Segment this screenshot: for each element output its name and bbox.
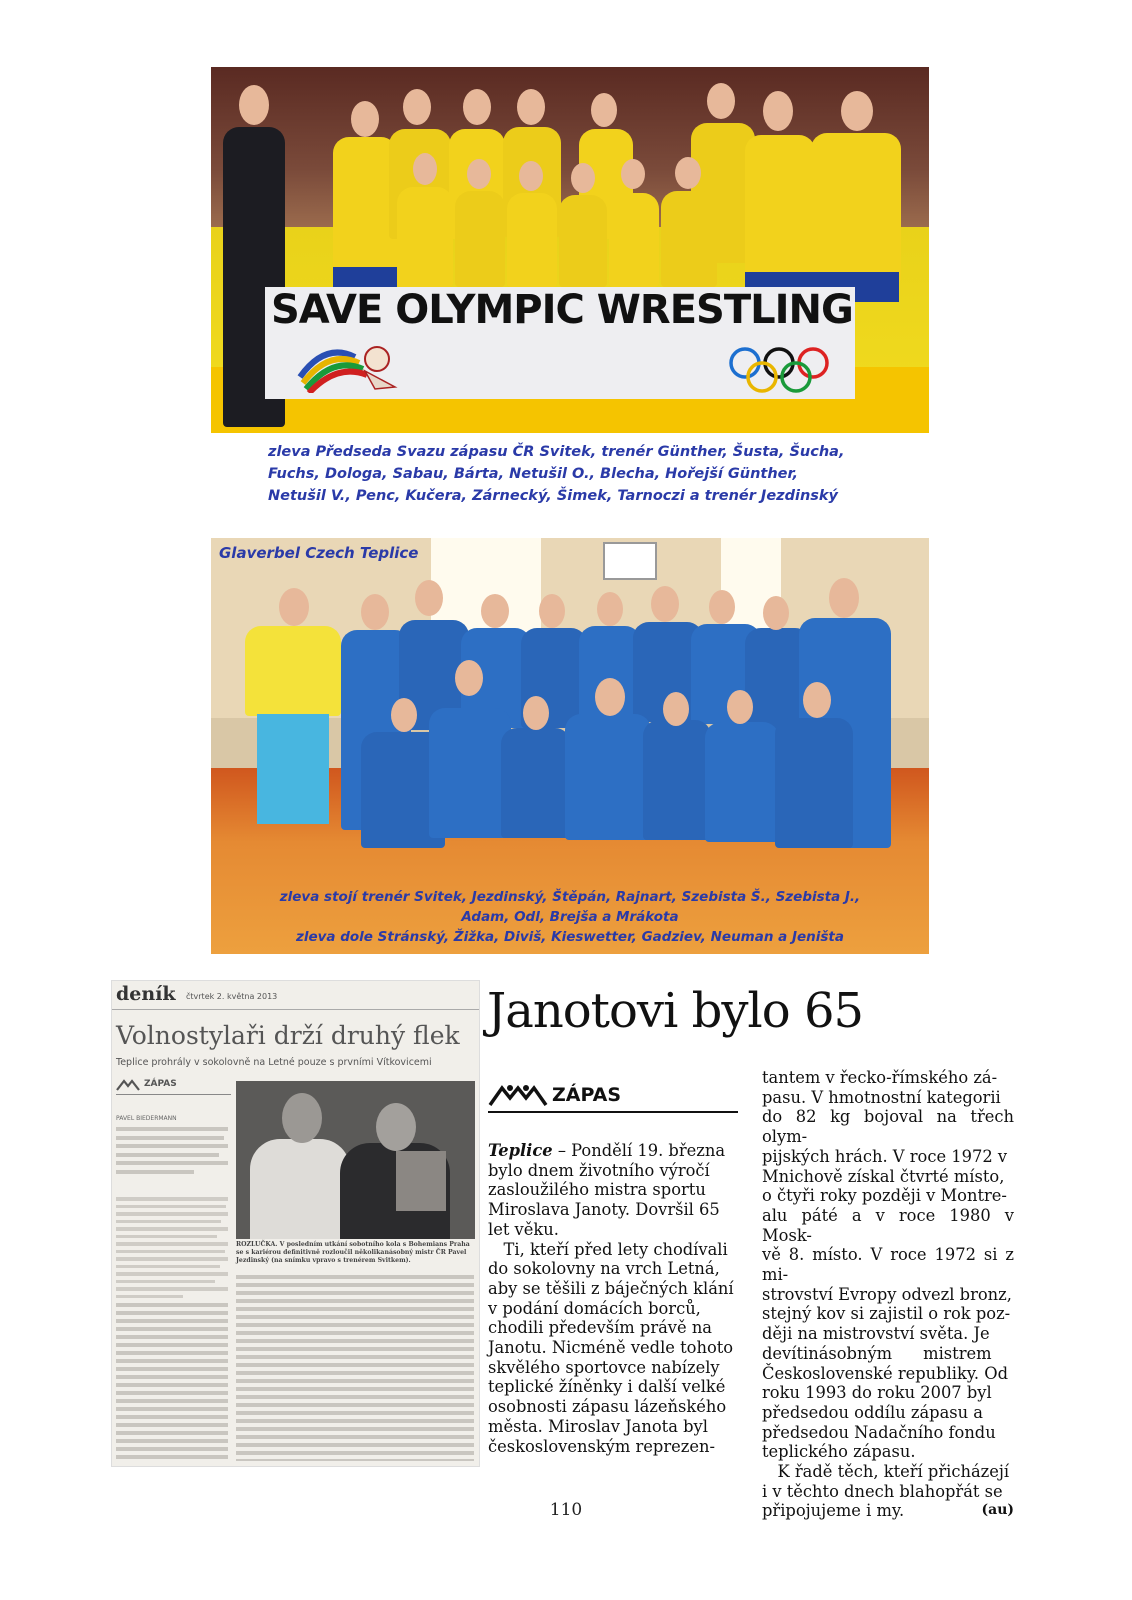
article-line: Teplice – Pondělí 19. března xyxy=(488,1141,726,1160)
article-title: Janotovi bylo 65 xyxy=(487,983,864,1039)
article-line: Miroslava Janoty. Dovršil 65 xyxy=(488,1200,720,1220)
article-line: tantem v řecko-římského zá- xyxy=(762,1068,998,1087)
newspaper-subhead: Teplice prohrály v sokolovně na Letné pouze s prvními Vítkovicemi xyxy=(116,1057,432,1068)
article-line: chodili především právě na xyxy=(488,1318,713,1338)
young-wrestler xyxy=(559,195,607,287)
young-wrestler xyxy=(397,187,453,287)
article-line: Československé republiky. Od xyxy=(762,1363,1009,1383)
article-section-label: ZÁPAS xyxy=(552,1084,622,1106)
article-line: i v těchto dnech blahopřát se xyxy=(762,1481,1003,1501)
page-number: 110 xyxy=(549,1500,583,1520)
article-line: předsedou Nadačního fondu xyxy=(762,1422,996,1442)
article-line: do 82 kg bojoval na třech olym- xyxy=(762,1107,1014,1147)
caption-line: Fuchs, Dologa, Sabau, Bárta, Netušil O., Blecha, Hořejší Günther, xyxy=(268,466,799,482)
photo2-caption xyxy=(211,887,929,947)
article-line: Mnichově získal čtvrté místo, xyxy=(762,1166,1005,1186)
article-line: Ti, kteří před lety chodívali xyxy=(488,1239,728,1259)
article-line: předsedou oddílu zápasu a xyxy=(762,1402,983,1422)
article-line: vě 8. místo. V roce 1972 si z mi- xyxy=(762,1245,1014,1285)
wrestler xyxy=(811,133,901,283)
article-line: roku 1993 do roku 2007 byl xyxy=(762,1383,992,1403)
newspaper-photo-caption: ROZLUČKA. V posledním utkání sobotního kola s Bohemians Praha se s kariérou definitivně rozloučil několikanásobný mistr ČR Pavel Jezdinský (na snímku vpravo s trenérem Svitkem). xyxy=(236,1241,470,1265)
wrestling-section-icon xyxy=(116,1079,140,1091)
photo1-caption xyxy=(268,441,908,507)
article-line: K řadě těch, kteří přicházejí xyxy=(762,1462,1010,1482)
article-line: zasloužilého mistra sportu xyxy=(488,1180,706,1200)
article-column-left xyxy=(488,1141,740,1456)
team-label: Glaverbel Czech Teplice xyxy=(219,544,419,562)
article-line: let věku. xyxy=(488,1219,559,1239)
wrestling-logo-icon xyxy=(295,337,405,393)
article-line: ději na mistrovství světa. Je xyxy=(762,1324,990,1344)
article-line: v podání domácích borců, xyxy=(488,1298,701,1318)
article-line: stejný kov si zajistil o rok poz- xyxy=(762,1304,1011,1324)
article-signature: (au) xyxy=(981,1502,1014,1519)
newspaper-clipping xyxy=(111,980,480,1467)
wrestler xyxy=(333,137,397,277)
newspaper-headline: Volnostylaři drží druhý flek xyxy=(116,1021,460,1050)
caption-line: zleva stojí trenér Svitek, Jezdinský, Štěpán, Rajnart, Szebista Š., Szebista J., xyxy=(279,889,861,905)
kneeling-wrestler xyxy=(429,708,511,838)
basketball-backboard xyxy=(603,542,657,580)
article-line: devítinásobným mistrem xyxy=(762,1343,992,1363)
article-line: připojujeme i my. (au) xyxy=(762,1501,1014,1521)
save-olympic-wrestling-banner xyxy=(265,287,855,399)
article-line: strovství Evropy odvezl bronz, xyxy=(762,1284,1012,1304)
wrestler xyxy=(745,135,815,285)
olympic-rings-icon xyxy=(727,345,831,397)
caption-line: zleva Předseda Svazu zápasu ČR Svitek, trenér Günther, Šusta, Šucha, xyxy=(268,444,845,460)
kneeling-wrestler xyxy=(775,718,853,848)
kneeling-wrestler xyxy=(705,722,779,842)
article-line: teplického zápasu. xyxy=(762,1442,916,1462)
article-line: bylo dnem životního výročí xyxy=(488,1160,710,1180)
kneeling-wrestler xyxy=(501,728,571,838)
article-line: československým reprezen- xyxy=(488,1436,715,1456)
article-line: alu páté a v roce 1980 v Mosk- xyxy=(762,1205,1014,1245)
section-label: ZÁPAS xyxy=(144,1079,177,1089)
article-line: aby se těšili z báječných klání xyxy=(488,1278,734,1298)
caption-line: Adam, Odl, Brejša a Mrákota xyxy=(461,909,679,925)
article-line: teplické žíněnky i další velké xyxy=(488,1377,726,1397)
article-line: pijských hrách. V roce 1972 v xyxy=(762,1146,1008,1166)
article-line: pasu. V hmotnostní kategorii xyxy=(762,1087,1001,1107)
author-byline: PAVEL BIEDERMANN xyxy=(116,1115,177,1122)
body-text-block xyxy=(116,1127,228,1178)
article-line: do sokolovny na vrch Letná, xyxy=(488,1259,720,1279)
article-line: o čtyři roky později v Montre- xyxy=(762,1186,1007,1206)
young-wrestler xyxy=(609,193,659,287)
article-column-right xyxy=(762,1068,1014,1521)
caption-line: Netušil V., Penc, Kučera, Zárnecký, Šimek, Tarnoczi a trenér Jezdinský xyxy=(268,488,839,504)
banner-title: SAVE OLYMPIC WRESTLING xyxy=(271,287,853,333)
article-line: skvělého sportovce nabízely xyxy=(488,1357,720,1377)
article-line: Janotu. Nicméně vedle tohoto xyxy=(488,1338,734,1358)
young-wrestler xyxy=(507,193,557,287)
body-text-columns xyxy=(236,1271,474,1461)
coach-in-yellow xyxy=(245,626,341,716)
standings-table-block xyxy=(116,1197,228,1302)
caption-line: zleva dole Stránský, Žižka, Diviš, Kieswetter, Gadziev, Neuman a Jeništa xyxy=(295,929,844,945)
young-wrestler xyxy=(661,191,717,287)
newspaper-photo xyxy=(236,1081,475,1239)
young-wrestler xyxy=(455,191,505,287)
article-line: osobnosti zápasu lázeňského xyxy=(488,1397,727,1417)
masthead: deník xyxy=(116,983,176,1005)
team-photo-save-olympic-wrestling xyxy=(211,67,929,433)
newspaper-date: čtvrtek 2. května 2013 xyxy=(186,992,278,1001)
kneeling-wrestler xyxy=(565,714,651,840)
kneeling-wrestler xyxy=(643,720,711,840)
wrestling-section-icon xyxy=(488,1084,548,1106)
article-line: města. Miroslav Janota byl xyxy=(488,1416,708,1436)
